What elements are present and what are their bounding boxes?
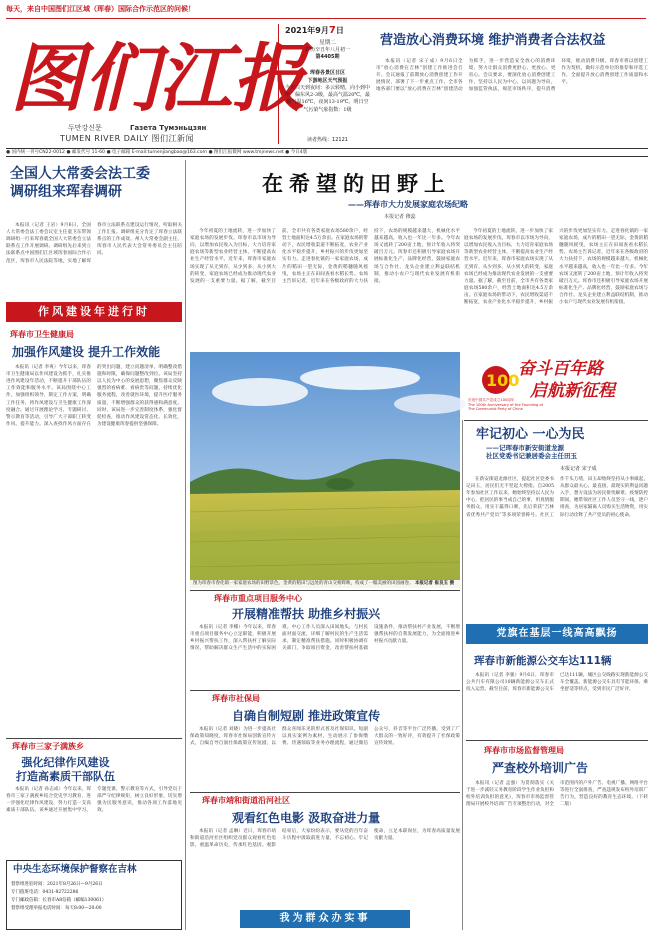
story-right2-title: 牢记初心 一心为民 — [476, 427, 585, 442]
photo-caption — [190, 580, 460, 588]
story-left3-title: 强化纪律作风建设 打造高素质干部队伍 — [16, 756, 115, 783]
weekday: 星期二 — [319, 39, 336, 46]
top-right-story — [376, 22, 648, 144]
story-left3-kicker: 珲春市三家子满族乡 — [12, 742, 84, 751]
date-day-suffix: 日 — [335, 26, 344, 35]
story-left2-kicker: 珲春市卫生健康局 — [10, 330, 74, 339]
info-bar: ● 国内统一刊号CN22-0012 ● 邮发代号 11-60 ● 电子邮箱 E-mail:tumenjiangbao@163.com ● 图们江报微网 www.tmjnews.net ● 今日4版 — [6, 148, 648, 157]
right4-rule — [466, 740, 648, 741]
story-mid4-body — [190, 726, 460, 790]
lead-center-title: 在希望的田野上 — [262, 172, 451, 196]
svg-text:100: 100 — [486, 371, 520, 390]
lead-photo — [190, 352, 460, 588]
date-line — [285, 24, 370, 38]
issue-number: 第4405期 — [315, 53, 340, 60]
story-mid5-body — [190, 828, 460, 906]
notice-row: 督察组进驻时间：2021年8月26日—9月26日 — [11, 882, 103, 887]
story-right2-subtitle: ——记珲春市新安街道龙源 社区党委书记兼居委会主任田玉 — [486, 444, 577, 461]
notice-title: 中央生态环境保护督察在吉林 — [13, 864, 137, 875]
col-rule-2 — [462, 420, 463, 930]
mid5-rule — [190, 792, 460, 793]
right2-rule — [464, 420, 648, 421]
lead-center-paragraph-cont: 今年初夏的土地流转，进一步加快了家庭农场的发展步伐。珲春市以市场为导向，以增加农民收入为目标，大力培育家庭农场等新型农业经营主体，不断提高农业生产经营水平。近年来，珲春市家庭农场实现了从无到有、从少到多、从小到大的转变，家庭农场已经成为推动现代农业发展的一支重要力量。据了解，截至目前，全市共有各类家庭农场580余户，经营土地面积达4.5万余亩。在家庭农场的带动下，农民增收渠道不断拓宽，农业产业化水平稳步提升，乡村振兴的步伐更加坚实有力。走进春化镇的一家家庭农场，成片的稻田一望无际，金黄的稻穗随风摇曳，农场主正在田间查看水稻长势。农场主告诉记者，近年来在各级政府的大力扶持下，农场的规模越来越大，机械化水平越来越高，收入也一年比一年多。今年农场又流转了200亩土地，预计年收入将突破百万元。珲春市还积极引导家庭农场开展标准化生产、品牌化经营，鼓励家庭农场与合作社、龙头企业建立利益联结机制，推动小农户与现代农业发展有机衔接。 — [464, 229, 648, 306]
photo-credit: 本报记者 崔良玉 摄 — [414, 580, 455, 586]
story-right4-paragraph: 本报讯（记者 孟强）为贯彻落实《关于进一步减轻义务教育阶段学生作业负担和校外培训负担的意见》，珲春市市场监督管理局开展校外培训广告专项整治行动，对全市范围内的户外广告、电视广播、网络平台等进行全面排查，严查违规发布校外培训广告行为，营造良好的教育生态环境。（下转二版） — [466, 781, 648, 808]
party-banner-text: 庆祝中国共产党成立100周年 The 100th Anniversary of the Founding of The Communist Party of China — [468, 398, 543, 412]
banner-party-flag: 党旗在基层一线高高飘扬 — [466, 624, 648, 644]
story-mid3-kicker: 珲春市重点项目服务中心 — [214, 594, 302, 603]
story-right2-byline: 本报记者 宋子成 — [560, 466, 597, 472]
story-right4-body — [466, 780, 648, 930]
lead-center-subtitle: ——珲春市大力发展家庭农场纪略 — [348, 200, 468, 209]
lead-center-body — [190, 228, 460, 350]
notice-row: 督察组受理举报电话时间：每天8:00—20:00 — [11, 906, 102, 912]
story-right3-body — [466, 672, 648, 736]
lunar-date: 农历辛丑年八月初一 — [304, 46, 350, 53]
photo-caption-text: 图为珲春市春化镇一家家庭农场的田野景色，金黄的稻田与远处的青山交相辉映，构成了一幅美丽的田园画卷。 — [193, 580, 414, 586]
reader-hotline: 读者热线：12121 — [307, 137, 348, 144]
story-right3-paragraph: 本报讯（记者 李强）9月6日，珲春市公共汽车有限公司10辆新能源公交车正式投入运营。截至目前，珲春市新能源公交车已达111辆，城区公交线路实现新能源公交车全覆盖。新能源公交车具有节能环保、乘坐舒适等特点，受到市民广泛好评。 — [466, 673, 648, 693]
date-box — [278, 24, 370, 144]
story-mid4-kicker: 珲春市社保局 — [212, 694, 260, 703]
story-right2-body — [466, 476, 648, 622]
date-day: 7 — [328, 25, 336, 36]
story-mid3-body — [190, 624, 460, 688]
story-mid3-paragraph: 本报讯（记者 李娜）今年以来，珲春市重点项目服务中心立足职能，积极开展乡村振兴帮扶工作，深入帮扶村了解实际情况，帮助解决群众生产生活中的实际困难。中心工作人员深入田间地头，与村民面对面交流，详细了解村民的生产生活需求，制定精准帮扶措施。同时积极协调有关部门，争取项目资金，改善帮扶村基础设施条件，推动帮扶村产业发展，不断增强帮扶村的自我发展能力，为全面推进乡村振兴贡献力量。 — [190, 625, 460, 652]
story-right3-title: 珲春市新能源公交车达111辆 — [474, 655, 612, 667]
lead-left-body — [6, 222, 182, 300]
left3-rule — [6, 738, 182, 739]
party-banner-title: 奋斗百年路 — [518, 359, 603, 379]
lead-left-paragraph: 本报讯（记者 王岩）9月6日，全国人大常委会法工委会议室主任童卫东带领调研组一行来珲春就全国人大常委会立法联系点工作开展调研。调研组先后来到立法联系点中国图们江区域珲春国际合作示范区，珲春市人民法院等地，实地了解珲春市立法联系点建设运行情况，听取相关工作汇报。调研组充分肯定了珲春立法联系点的工作成效。州人大常委会副主任、珲春市人民代表大会常务委员会主任陪同。 — [6, 223, 182, 264]
story-left2-paragraph: 本报讯（记者 李爽）今年以来，珲春市卫生健康局以作风建设为抓手，扎实推进作风建设年活动，不断提升干部队伍的工作效能和服务水平。该局围绕中心工作，加强组织领导，制定工作方案，明确工作任务，将作风建设与卫生健康工作深度融合。通过开展理论学习、专题研讨、警示教育等活动，引导广大干部职工转变作风、提升能力。深入查找作风方面存在的突出问题，建立问题清单，明确整改措施和时限，确保问题整改到位。该局坚持以人民为中心的发展思想，聚焦群众反映强烈的看病难、看病贵等问题，持续优化服务流程，改善就医环境，提升医疗服务质量，不断增强群众的获得感和满意度。同时，该局进一步完善制度体系，强化督促检查，推动作风建设常态化、长效化，为建设健康珲春提供坚强保障。 — [6, 365, 182, 427]
story-left3-body — [6, 786, 182, 858]
story-right2-paragraph: 在新安街道龙源社区，提起社区党委书记田玉，居民们无不竖起大拇指。自2005年参加社区工作以来，她始终坚持以人民为中心，把居民的事当成自己的事，用真情服务群众，用实干赢得口碑，先后荣获“吉林省优秀共产党员”等多项荣誉称号。社区工作千头万绪，田玉却始终坚持从小事做起，从群众最关心、最直接、最现实的利益问题入手，想方设法为居民排忧解难。疫情防控期间，她带领社区工作人员坚守一线，逐户排查，为居家隔离人员购买生活物资，用实际行动诠释了共产党员的初心使命。 — [466, 477, 648, 518]
logo-text: 图们江报 — [10, 36, 306, 122]
lead-left-title: 全国人大常委会法工委 调研组来珲春调研 — [10, 166, 150, 200]
lead-center-byline: 本报记者 穆蕊 — [384, 214, 416, 220]
story-left3-paragraph: 本报讯（记者 孙志成）今年以来，珲春市三家子满族乡结合党史学习教育，进一步强化纪律作风建设，努力打造一支高素质干部队伍。该乡通过开展集中学习、专题党课、警示教育等方式，引导党员干部严守纪律规矩，树立良好形象，切实增强为民服务意识，推动各项工作落地见效。 — [6, 787, 182, 814]
story-mid5-paragraph: 本报讯（记者 孟琳）近日，珲春市靖和街道沿河社区组织党员群众观看红色电影，重温革命历史，传承红色基因。观影结束后，大家纷纷表示，要从党的百年奋斗历程中汲取前进力量，不忘初心、牢记使命，立足本职岗位，为珲春高质量发展贡献力量。 — [190, 829, 460, 849]
story-right4-kicker: 珲春市市场监督管理局 — [484, 746, 564, 755]
story-mid3-title: 开展精准帮扶 助推乡村振兴 — [232, 607, 381, 621]
weather-text: 今天白天到夜间：多云转晴，向小到中雨，偏东风2-3级，最高气温20℃，最低气温16℃，夜间13-19℃。明日空气污染气象指数：1级 — [285, 84, 371, 113]
top-right-title: 营造放心消费环境 维护消费者合法权益 — [380, 33, 606, 48]
story-left2-title: 加强作风建设 提升工作效能 — [12, 345, 161, 359]
weather-title: 珲春各景区日区 下游地区天气预报 — [307, 70, 348, 84]
story-mid4-title: 自确自制短剧 推进政策宣传 — [232, 709, 381, 723]
mid4-rule — [190, 690, 460, 691]
party-banner-subtitle: 启航新征程 — [530, 381, 615, 401]
col-rule-1 — [185, 160, 186, 930]
subtitle-russian: Газета Тумэньцзян — [130, 124, 207, 132]
inspection-notice-box — [6, 860, 182, 930]
notice-row: 专门值班电话：0431-82722286 — [11, 890, 79, 896]
logo-calligraphy — [8, 22, 306, 122]
mid3-rule — [190, 590, 460, 591]
lead-center-body-right — [464, 228, 648, 350]
top-right-paragraph: 本报讯（记者 宋子成）9月6日全市“放心消费在吉林”创建工作推进会召开。会议通报了前期放心消费创建工作开展情况，部署了下一步重点工作。全市各地各部门要以“放心消费在吉林”创建活动为抓手，进一步营造安全放心的消费环境，努力让群众消费更舒心、更放心、更省心。会议要求，要深化放心消费创建工作，坚持以人民为中心，以问题为导向，加强监管执法，规范市场秩序，提升消费环境，推动消费升级。珲春市将以创建工作为契机，做好示范单位的推荐和评选工作，全面提升放心消费创建工作质量和水平。 — [376, 59, 648, 93]
story-mid5-kicker: 珲春市靖和街道沿河社区 — [202, 796, 290, 805]
story-right4-title: 严查校外培训广告 — [492, 761, 589, 775]
lead-center-paragraph: 今年初夏的土地流转，进一步加快了家庭农场的发展步伐。珲春市以市场为导向，以增加农民收入为目标，大力培育家庭农场等新型农业经营主体，不断提高农业生产经营水平。近年来，珲春市家庭农场实现了从无到有、从少到多、从小到大的转变，家庭农场已经成为推动现代农业发展的一支重要力量。据了解，截至目前，全市共有各类家庭农场580余户，经营土地面积达4.5万余亩。在家庭农场的带动下，农民增收渠道不断拓宽，农业产业化水平稳步提升，乡村振兴的步伐更加坚实有力。走进春化镇的一家家庭农场，成片的稻田一望无际，金黄的稻穗随风摇曳，农场主正在田间查看水稻长势。农场主告诉记者，近年来在各级政府的大力扶持下，农场的规模越来越大，机械化水平越来越高，收入也一年比一年多。今年农场又流转了200亩土地，预计年收入将突破百万元。珲春市还积极引导家庭农场开展标准化生产、品牌化经营，鼓励家庭农场与合作社、龙头企业建立利益联结机制，推动小农户与现代农业发展有机衔接。 — [190, 229, 460, 284]
top-divider — [6, 18, 646, 19]
story-mid4-paragraph: 本报讯（记者 刘晓）为进一步提高社保政策知晓度，珲春市社保局创新宣传方式，自编自导自演社保政策宣传短剧，以群众喜闻乐见的形式普及社保知识。短剧以真实案例为素材，生动展示了参保缴费、待遇领取等业务办理流程，通过微信公众号、抖音等平台广泛传播，受到了广大群众的一致好评，有效提升了社保政策宣传效果。 — [190, 727, 460, 747]
banner-style-year: 作风建设年进行时 — [6, 302, 182, 322]
date-month: 2021年9月 — [285, 26, 329, 35]
subtitle-english: TUMEN RIVER DAILY 图们江新闻 — [60, 134, 194, 143]
weather-box — [285, 70, 370, 114]
subtitle-korean: 두만강신문 — [68, 124, 102, 132]
masthead-logo — [8, 22, 306, 130]
banner-serve-people: 我为群众办实事 — [240, 910, 410, 928]
field-photo-image — [190, 352, 460, 588]
top-right-body — [376, 58, 648, 142]
top-banner: 每天，来自中国图们江区域（珲春）国际合作示范区的问候！ — [6, 5, 195, 13]
party-banner — [464, 352, 648, 418]
notice-row: 专门邮政信箱：长春市A8信箱（邮编130061） — [11, 898, 107, 904]
notice-rows — [11, 881, 179, 913]
story-left2-body — [6, 364, 182, 636]
story-mid5-title: 观看红色电影 汲取奋进力量 — [232, 811, 381, 825]
